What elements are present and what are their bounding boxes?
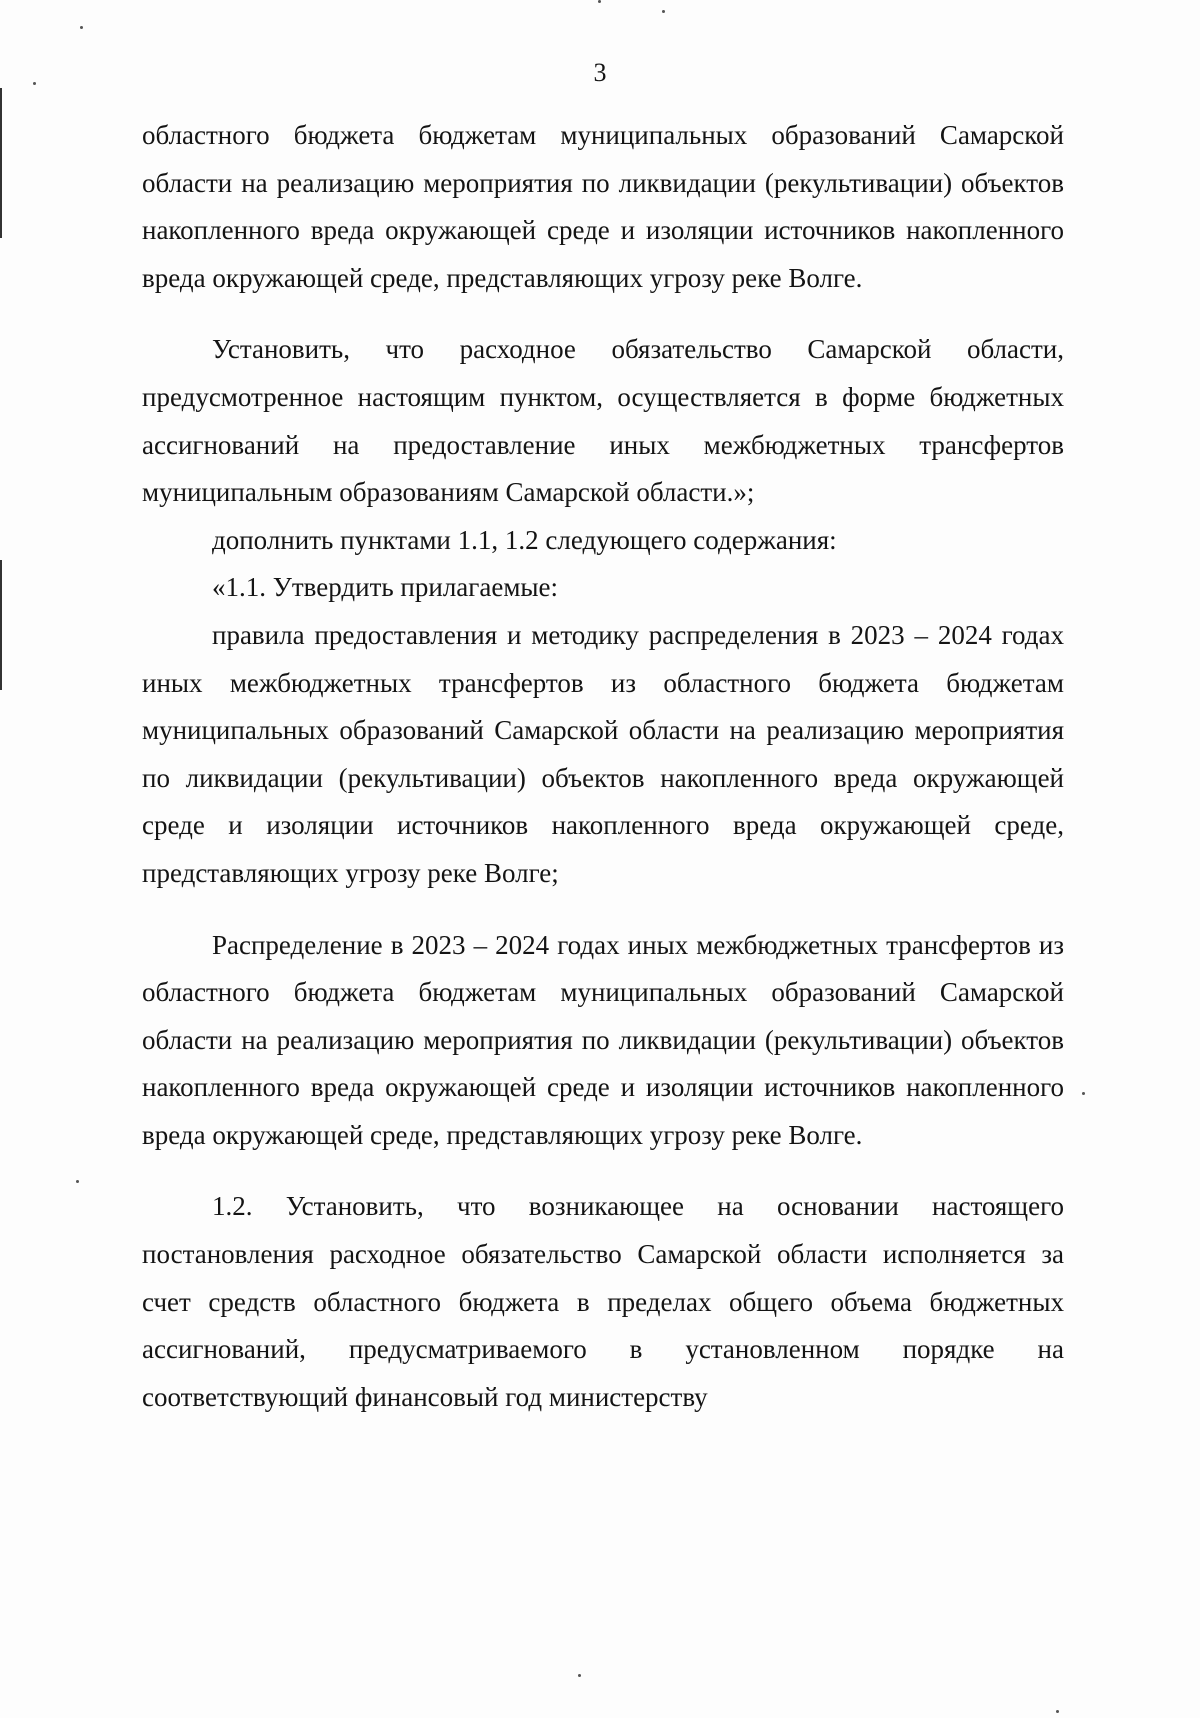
scan-dot [80,26,83,29]
paragraph-establish-obligation: Установить, что расходное обязательство Самарской области, предусмотренное настоящим пунктом, осуществляется в форме бюджетных ассигнований на предоставление иных межбюджетных трансфертов муниципальным образованиям Самарской области.»; [142,334,1064,508]
paragraph-point-1-1: «1.1. Утвердить прилагаемые: [212,572,559,603]
paragraph-point-1-2: 1.2. Установить, что возникающее на основании настоящего постановления расходное обязательство Самарской области исполняется за счет средств областного бюджета в пределах общего объема бюджетных ассигнований, предусматриваемого в установленном порядке на соответствующий финансовый год министерству [142,1191,1064,1412]
scan-dot [662,10,665,13]
document-body [142,112,1064,1421]
paragraph-supplement-points: дополнить пунктами 1.1, 1.2 следующего содержания: [212,524,837,555]
scan-dot [76,1180,79,1183]
scan-dot [1056,1710,1059,1713]
page-number: 3 [593,58,607,87]
paragraph-distribution: Распределение в 2023 – 2024 годах иных межбюджетных трансфертов из областного бюджета бюджетам муниципальных образований Самарской области на реализацию мероприятия по ликвидации (рекультивации) объектов накопленного вреда окружающей среде и изоляции источников накопленного вреда окружающей среде, представляющих угрозу реке Волге. [142,929,1064,1150]
scan-dot [1082,1092,1085,1095]
scan-edge-mark [0,88,2,238]
paragraph-budget-continuation: областного бюджета бюджетам муниципальных образований Самарской области на реализацию мероприятия по ликвидации (рекультивации) объектов накопленного вреда окружающей среде и изоляции источников накопленного вреда окружающей среде, представляющих угрозу реке Волге. [142,120,1064,293]
scan-edge-mark [0,560,2,690]
paragraph-rules-methodology: правила предоставления и методику распределения в 2023 – 2024 годах иных межбюджетных трансфертов из областного бюджета бюджетам муниципальных образований Самарской области на реализацию мероприятия по ликвидации (рекультивации) объектов накопленного вреда окружающей среде и изоляции источников накопленного вреда окружающей среде, представляющих угрозу реке Волге; [142,619,1064,888]
scan-dot [598,0,601,3]
scan-dot [578,1674,581,1677]
